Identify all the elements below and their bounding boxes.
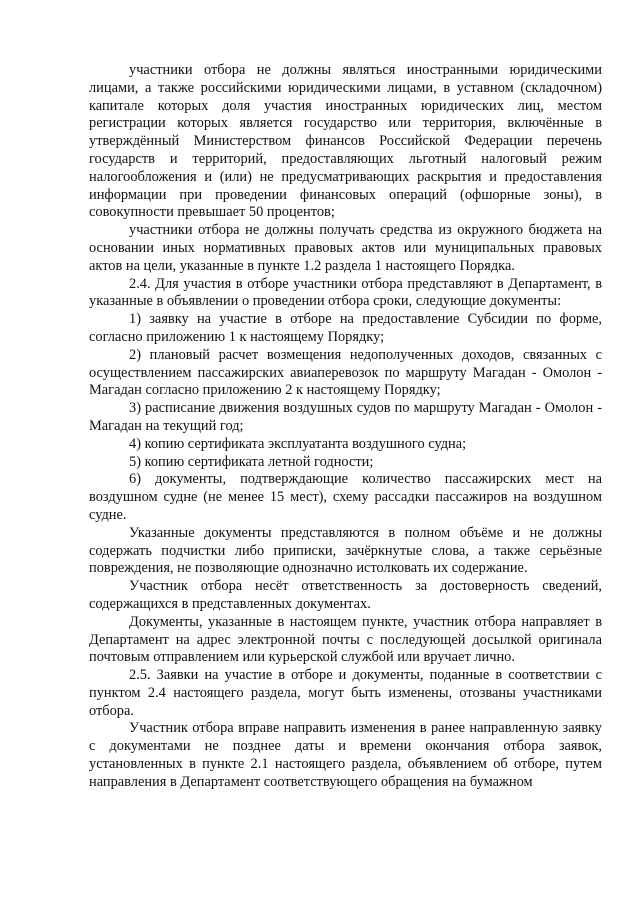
list-item-1-application: 1) заявку на участие в отборе на предоставление Субсидии по форме, согласно приложению 1 к настоящему Порядку;: [89, 311, 602, 345]
list-item-3-schedule: 3) расписание движения воздушных судов по маршруту Магадан - Омолон - Магадан на текущий год;: [89, 400, 602, 434]
paragraph-submission-method: Документы, указанные в настоящем пункте, участник отбора направляет в Департамент на адрес электронной почты с последующей досылкой оригинала почтовым отправлением или курьерской службой или вручает лично.: [89, 613, 602, 666]
paragraph-2-5-changes: 2.5. Заявки на участие в отборе и документы, поданные в соответствии с пунктом 2.4 настоящего раздела, могут быть изменены, отозваны участниками отбора.: [89, 667, 602, 719]
paragraph-foreign-participation: участники отбора не должны являться иностранными юридическими лицами, а также российскими юридическими лицами, в уставном (складочном) капитале которых доля участия иностранных юридических лиц, местом регистрации которых является государство или территория, включённые в утверждённый Министерством финансов Российской Федерации перечень государств и территорий, предоставляющих льготный налоговый режим налогообложения и (или) не предусматривающих раскрытия и предоставления информации при проведении финансовых операций (офшорные зоны), в совокупности превышает 50 процентов;: [89, 62, 602, 221]
list-item-6-seating: 6) документы, подтверждающие количество пассажирских мест на воздушном судне (не менее 15 мест), схему рассадки пассажиров на воздушном судне.: [89, 471, 602, 523]
paragraph-amendment-deadline: Участник отбора вправе направить изменения в ранее направленную заявку с документами не позднее даты и времени окончания отбора заявок, установленных в пункте 2.1 настоящего раздела, объявлением об отборе, путем направления в Департамент соответствующего обращения на бумажном: [89, 720, 602, 790]
list-item-2-calculation: 2) плановый расчет возмещения недополученных доходов, связанных с осуществлением пассажирских авиаперевозок по маршруту Магадан - Омолон - Магадан согласно приложению 2 к настоящему Порядку;: [89, 346, 602, 399]
paragraph-2-4-documents: 2.4. Для участия в отборе участники отбора представляют в Департамент, в указанные в объявлении о проведении отбора сроки, следующие документы:: [89, 275, 602, 310]
paragraph-responsibility: Участник отбора несёт ответственность за достоверность сведений, содержащихся в представленных документах.: [89, 578, 602, 612]
list-item-5-airworthiness: 5) копию сертификата летной годности;: [129, 453, 374, 470]
document-page: [89, 62, 602, 792]
list-item-4-operator-certificate: 4) копию сертификата эксплуатанта воздушного судна;: [129, 435, 467, 452]
paragraph-document-integrity: Указанные документы представляются в полном объёме и не должны содержать подчистки либо приписки, зачёркнутые слова, а также серьёзные повреждения, не позволяющие однозначно истолковать их содержание.: [89, 524, 602, 577]
paragraph-no-budget-funds: участники отбора не должны получать средства из окружного бюджета на основании иных нормативных правовых актов или муниципальных правовых актов на цели, указанные в пункте 1.2 раздела 1 настоящего Порядка.: [89, 222, 602, 274]
